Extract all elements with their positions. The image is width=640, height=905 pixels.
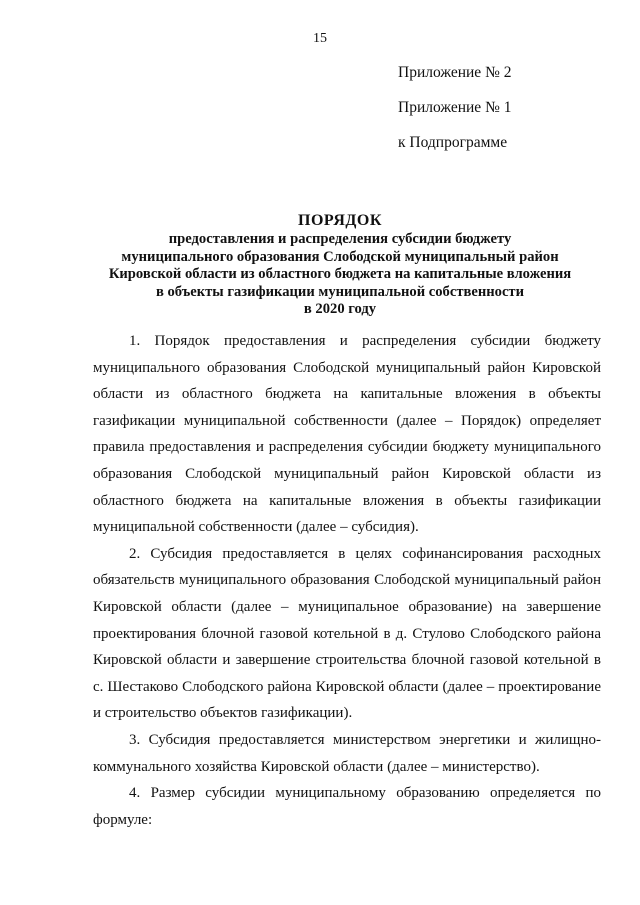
paragraph-1: 1. Порядок предоставления и распределения субсидии бюджету муниципального образования Слободской муниципальный район Кировской области из областного бюджета на капитальные вложения в объекты газификации муниципальной собственности (далее – Порядок) определяет правила предоставления и распределения субсидии бюджету муниципального образования Слободской муниципальный район Кировской области из областного бюджета на капитальные вложения в объекты газификации муниципальной собственности (далее – субсидия). <box>93 333 601 536</box>
appendix-line-2: Приложение № 1 <box>398 99 512 116</box>
paragraph-2: 2. Субсидия предоставляется в целях софинансирования расходных обязательств муниципального образования Слободской муниципальный район Кировской области (далее – муниципальное образование) на завершение проектирования блочной газовой котельной в д. Стулово Слободского района Кировской области и завершение строительства блочной газовой котельной в с. Шестаково Слободского района Кировской области (далее – проектирование и строительство объектов газификации). <box>93 545 601 722</box>
title-line-3: Кировской области из областного бюджета на капитальные вложения <box>108 266 572 282</box>
title-line-2: муниципального образования Слободской муниципальный район <box>121 248 559 265</box>
title-line-1: предоставления и распределения субсидии бюджету <box>168 231 512 247</box>
title-main: ПОРЯДОК <box>298 212 382 229</box>
paragraph-3: 3. Субсидия предоставляется министерством энергетики и жилищно-коммунального хозяйства Кировской области (далее – министерство). <box>93 731 601 775</box>
title-line-5: в 2020 году <box>303 301 377 317</box>
appendix-line-1: Приложение № 2 <box>398 64 512 81</box>
paragraph-4: 4. Размер субсидии муниципальному образованию определяется по формуле: <box>93 785 601 828</box>
document-body <box>93 328 601 833</box>
title-line-4: в объекты газификации муниципальной собственности <box>155 283 525 300</box>
appendix-line-3: к Подпрограмме <box>398 134 508 151</box>
page-number: 15 <box>313 31 327 46</box>
document-title <box>60 211 620 319</box>
